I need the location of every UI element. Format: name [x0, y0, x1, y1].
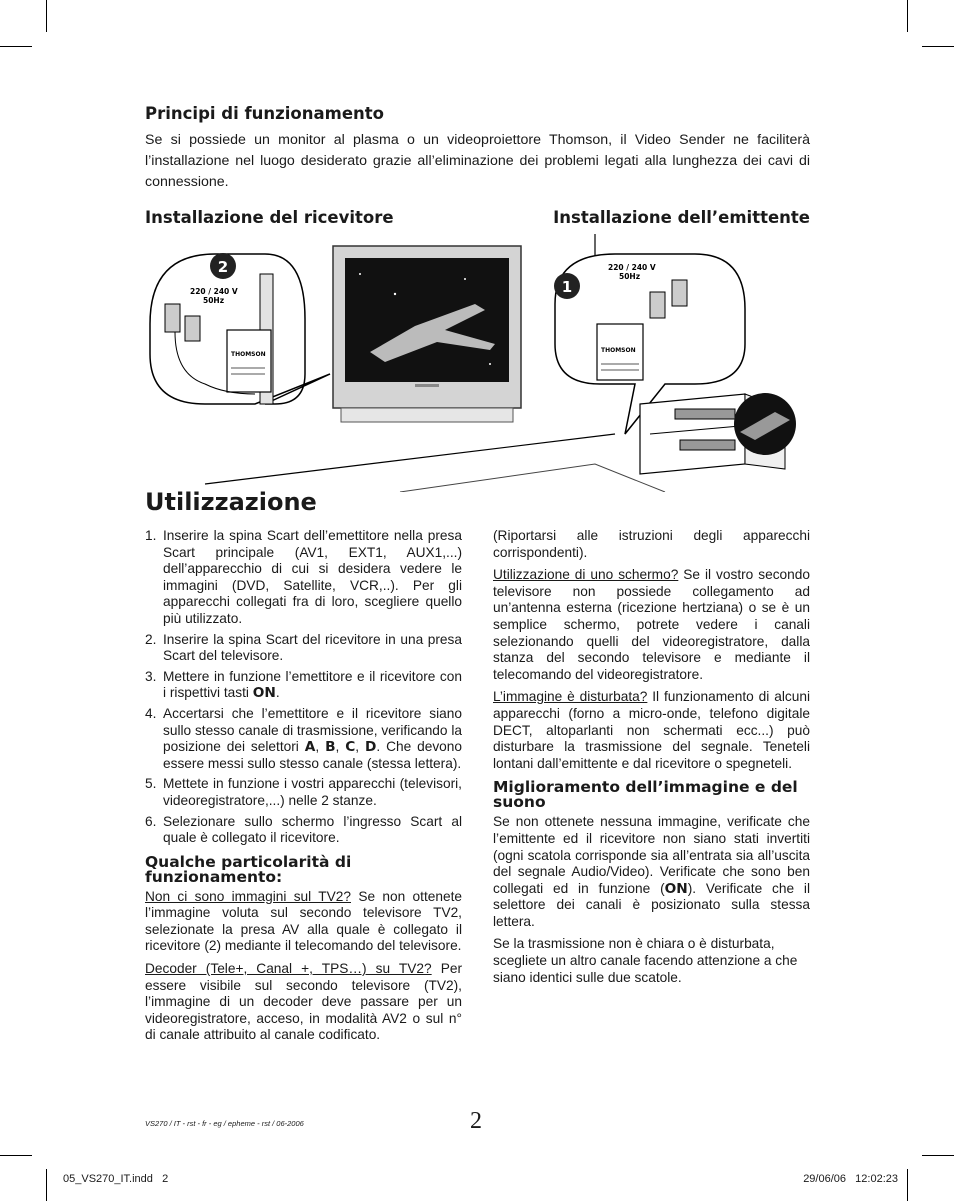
- crop-mark: [46, 1169, 47, 1201]
- power-adapter: [165, 304, 180, 332]
- crop-mark: [46, 0, 47, 32]
- power-adapter: [672, 280, 687, 306]
- list-item: 1. Inserire la spina Scart dell’emettitore nella presa Scart principale (AV1, EXT1, AUX1,...) dell’apparecchio di cui si desidera vedere le immagini (DVD, Satellite, VCR,..). Per gli apparecchi collegati fra di loro, scegliere quello più utilizzato.: [145, 528, 462, 626]
- power-adapter: [185, 316, 200, 341]
- installation-illustration: [145, 234, 810, 492]
- power-adapter: [650, 292, 665, 318]
- paragraph: Utilizzazione di uno schermo? Se il vostro secondo televisore non possiede collegamento ad un’antenna esterna (ricezione hertziana) o se è un semplice schermo, potrete vedere i canali selezionando quelli del videoregistratore, dalla stanza del secondo televisore e mediante il telecomando del videoregistratore.: [493, 567, 811, 682]
- document-reference: VS270 / IT - rst - fr - eg / epheme - rst / 06-2006: [145, 1119, 304, 1128]
- svg-text:THOMSON: THOMSON: [601, 347, 636, 354]
- paragraph: (Riportarsi alle istruzioni degli apparecchi corrispondenti).: [493, 528, 810, 560]
- crop-mark: [922, 1155, 954, 1156]
- crop-mark: [0, 1155, 32, 1156]
- list-item: 5. Mettete in funzione i vostri apparecchi (televisori, videoregistratore,...) nelle 2 stanze.: [145, 776, 462, 808]
- print-slug-file: 05_VS270_IT.indd 2: [63, 1173, 169, 1185]
- subsection-heading: Qualche particolarità di funzionamento:: [145, 852, 352, 886]
- section-title: Principi di funzionamento: [145, 104, 384, 123]
- paragraph: L’immagine è disturbata? Il funzionamento di alcuni apparecchi (forno a micro-onde, telefono digitale DECT, altoparlanti non schermati ecc...) può disturbare la trasmissione del segnale. Teneteli lontani dall’emittente e dal ricevitore o spegneteli.: [493, 689, 810, 771]
- paragraph: Non ci sono immagini sul TV2? Se non ottenete l’immagine voluta sul secondo televisore TV2, selezionate la presa AV alla quale è collegato il ricevitore (2) mediante il telecomando del televisore.: [145, 888, 462, 954]
- steps-list: [145, 528, 462, 847]
- paragraph: Se non ottenete nessuna immagine, verificate che l’emittente ed il ricevitore non siano stati invertiti (ogni scatola corrisponde sia all’entrata sia all’uscita del segnale Audio/Video). Verificate che sono ben collegati ed in funzione (ON). Verificate che il selettore dei canali è posizionato sulla stessa lettera.: [493, 814, 810, 929]
- left-column: [145, 528, 462, 1050]
- crop-mark: [0, 46, 32, 47]
- list-item: 2. Inserire la spina Scart del ricevitore in una presa Scart del televisore.: [145, 631, 462, 664]
- page-number: 2: [470, 1108, 482, 1134]
- svg-text:50Hz: 50Hz: [203, 296, 225, 305]
- page-title: Utilizzazione: [145, 488, 317, 516]
- crop-mark: [922, 46, 954, 47]
- receiver-install-label: Installazione del ricevitore: [145, 208, 394, 227]
- svg-text:1: 1: [561, 278, 573, 296]
- svg-text:220 / 240 V: 220 / 240 V: [190, 287, 238, 296]
- receiver-box: [227, 330, 271, 392]
- paragraph: Decoder (Tele+, Canal +, TPS…) su TV2? Per essere visibile sul secondo televisore (TV2), l’immagine di un decoder deve passare per un videoregistratore, acceso, in modalità AV2 o sul n° di canale attribuito al canale codificato.: [145, 961, 462, 1043]
- svg-text:2: 2: [217, 258, 229, 276]
- intro-paragraph: Se si possiede un monitor al plasma o un videoproiettore Thomson, il Video Sender ne faciliterà l’installazione nel luogo desiderato grazie all’eliminazione dei problemi legati alla lunghezza dei cavi di connessione.: [145, 132, 810, 190]
- svg-text:220 / 240 V: 220 / 240 V: [608, 263, 656, 272]
- list-item: 4. Accertarsi che l’emettitore e il ricevitore siano sullo stesso canale di trasmissione, verificando la posizione dei selettori A, B, C, D. Che devono essere messi sullo stesso canale (stessa lettera).: [145, 705, 462, 771]
- list-item: 3. Mettere in funzione l’emettitore e il ricevitore con i rispettivi tasti ON.: [145, 668, 462, 702]
- emitter-install-label: Installazione dell’emittente: [553, 208, 810, 227]
- list-item: 6. Selezionare sullo schermo l’ingresso Scart al quale è collegato il ricevitore.: [145, 813, 462, 846]
- right-column: [493, 528, 810, 992]
- crop-mark: [907, 1169, 908, 1201]
- crop-mark: [907, 0, 908, 32]
- svg-text:50Hz: 50Hz: [619, 272, 641, 281]
- svg-text:THOMSON: THOMSON: [231, 351, 266, 358]
- paragraph: Se la trasmissione non è chiara o è disturbata, scegliete un altro canale facendo attenzione a che siano identici sulle due scatole.: [493, 936, 798, 985]
- subsection-heading: Miglioramento dell’immagine e del suono: [493, 778, 798, 812]
- print-slug-date: 29/06/06 12:02:23: [803, 1173, 898, 1185]
- tv-screen: [345, 258, 509, 382]
